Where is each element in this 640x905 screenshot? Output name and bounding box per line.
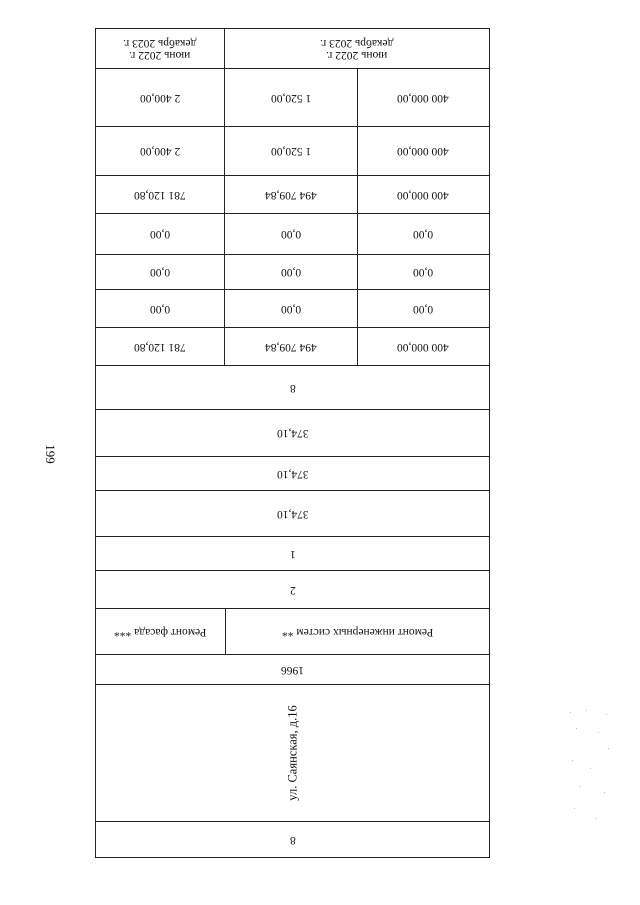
page-number: 199: [43, 444, 58, 464]
year-cell: 1966: [281, 663, 304, 676]
value-cell-c: 0,00: [413, 228, 434, 240]
area-row: [96, 457, 489, 491]
area-row: [96, 410, 489, 457]
value-cell-c: 0,00: [413, 302, 434, 315]
work-types-row: [96, 609, 489, 655]
header-period-a-text: июнь 2022 г. декабрь 2023 г.: [123, 36, 197, 61]
table-row: [96, 214, 489, 255]
table-row: [96, 176, 489, 214]
floors-row: [96, 366, 489, 410]
value-cell-a: 0,00: [96, 290, 225, 327]
value-cell-b: 494 709,84: [225, 176, 357, 213]
value-cell-c: 0,00: [413, 266, 434, 278]
value-cell-c: 400 000,00: [397, 145, 450, 157]
value-cell-a: 2 400,00: [96, 69, 225, 126]
value-cell-b: 494 709,84: [225, 328, 357, 365]
year-row: [96, 655, 489, 685]
table-row: [96, 69, 489, 127]
table-row: [96, 127, 489, 176]
header-period-bc: [225, 29, 489, 68]
engineering-repair-cell: Ремонт инженерных систем **: [282, 625, 434, 638]
value-cell-a: 781 120,80: [96, 176, 225, 213]
address-cell: ул. Саянская, д.16: [285, 705, 300, 801]
row-number-cell: 8: [289, 833, 296, 846]
header-period-a: [96, 29, 225, 68]
area-row: [96, 491, 489, 537]
header-period-bc-text: июнь 2022 г. декабрь 2023 г.: [320, 36, 394, 61]
value-cell-a: 0,00: [96, 255, 225, 289]
repair-schedule-table: [95, 28, 490, 858]
area-cell: 374,10: [276, 467, 309, 480]
value-cell-c: 400 000,00: [397, 188, 450, 201]
value-cell-c: 400 000,00: [397, 340, 450, 353]
floors-cell: 8: [289, 381, 296, 394]
row-number-row: [96, 822, 489, 857]
value-cell-a: 2 400,00: [96, 127, 225, 175]
header-row: [96, 29, 489, 69]
address-row: [96, 685, 489, 822]
flats-row: [96, 571, 489, 609]
value-cell-c: 400 000,00: [397, 91, 450, 104]
facade-repair-cell: Ремонт фасада ***: [96, 609, 226, 654]
table-row: [96, 328, 489, 366]
area-cell: 374,10: [276, 427, 309, 439]
value-cell-b: 1 520,00: [225, 127, 357, 175]
value-cell-a: 781 120,80: [96, 328, 225, 365]
table-row: [96, 290, 489, 328]
flats-cell: 2: [289, 583, 296, 596]
value-cell-a: 0,00: [96, 214, 225, 254]
entrances-row: [96, 537, 489, 571]
scan-noise-marks: [568, 708, 614, 826]
value-cell-b: 0,00: [225, 255, 357, 289]
value-cell-b: 0,00: [225, 290, 357, 327]
entrances-cell: 1: [289, 547, 296, 560]
table-row: [96, 255, 489, 290]
area-cell: 374,10: [276, 507, 309, 520]
value-cell-b: 1 520,00: [225, 69, 357, 126]
value-cell-b: 0,00: [225, 214, 357, 254]
